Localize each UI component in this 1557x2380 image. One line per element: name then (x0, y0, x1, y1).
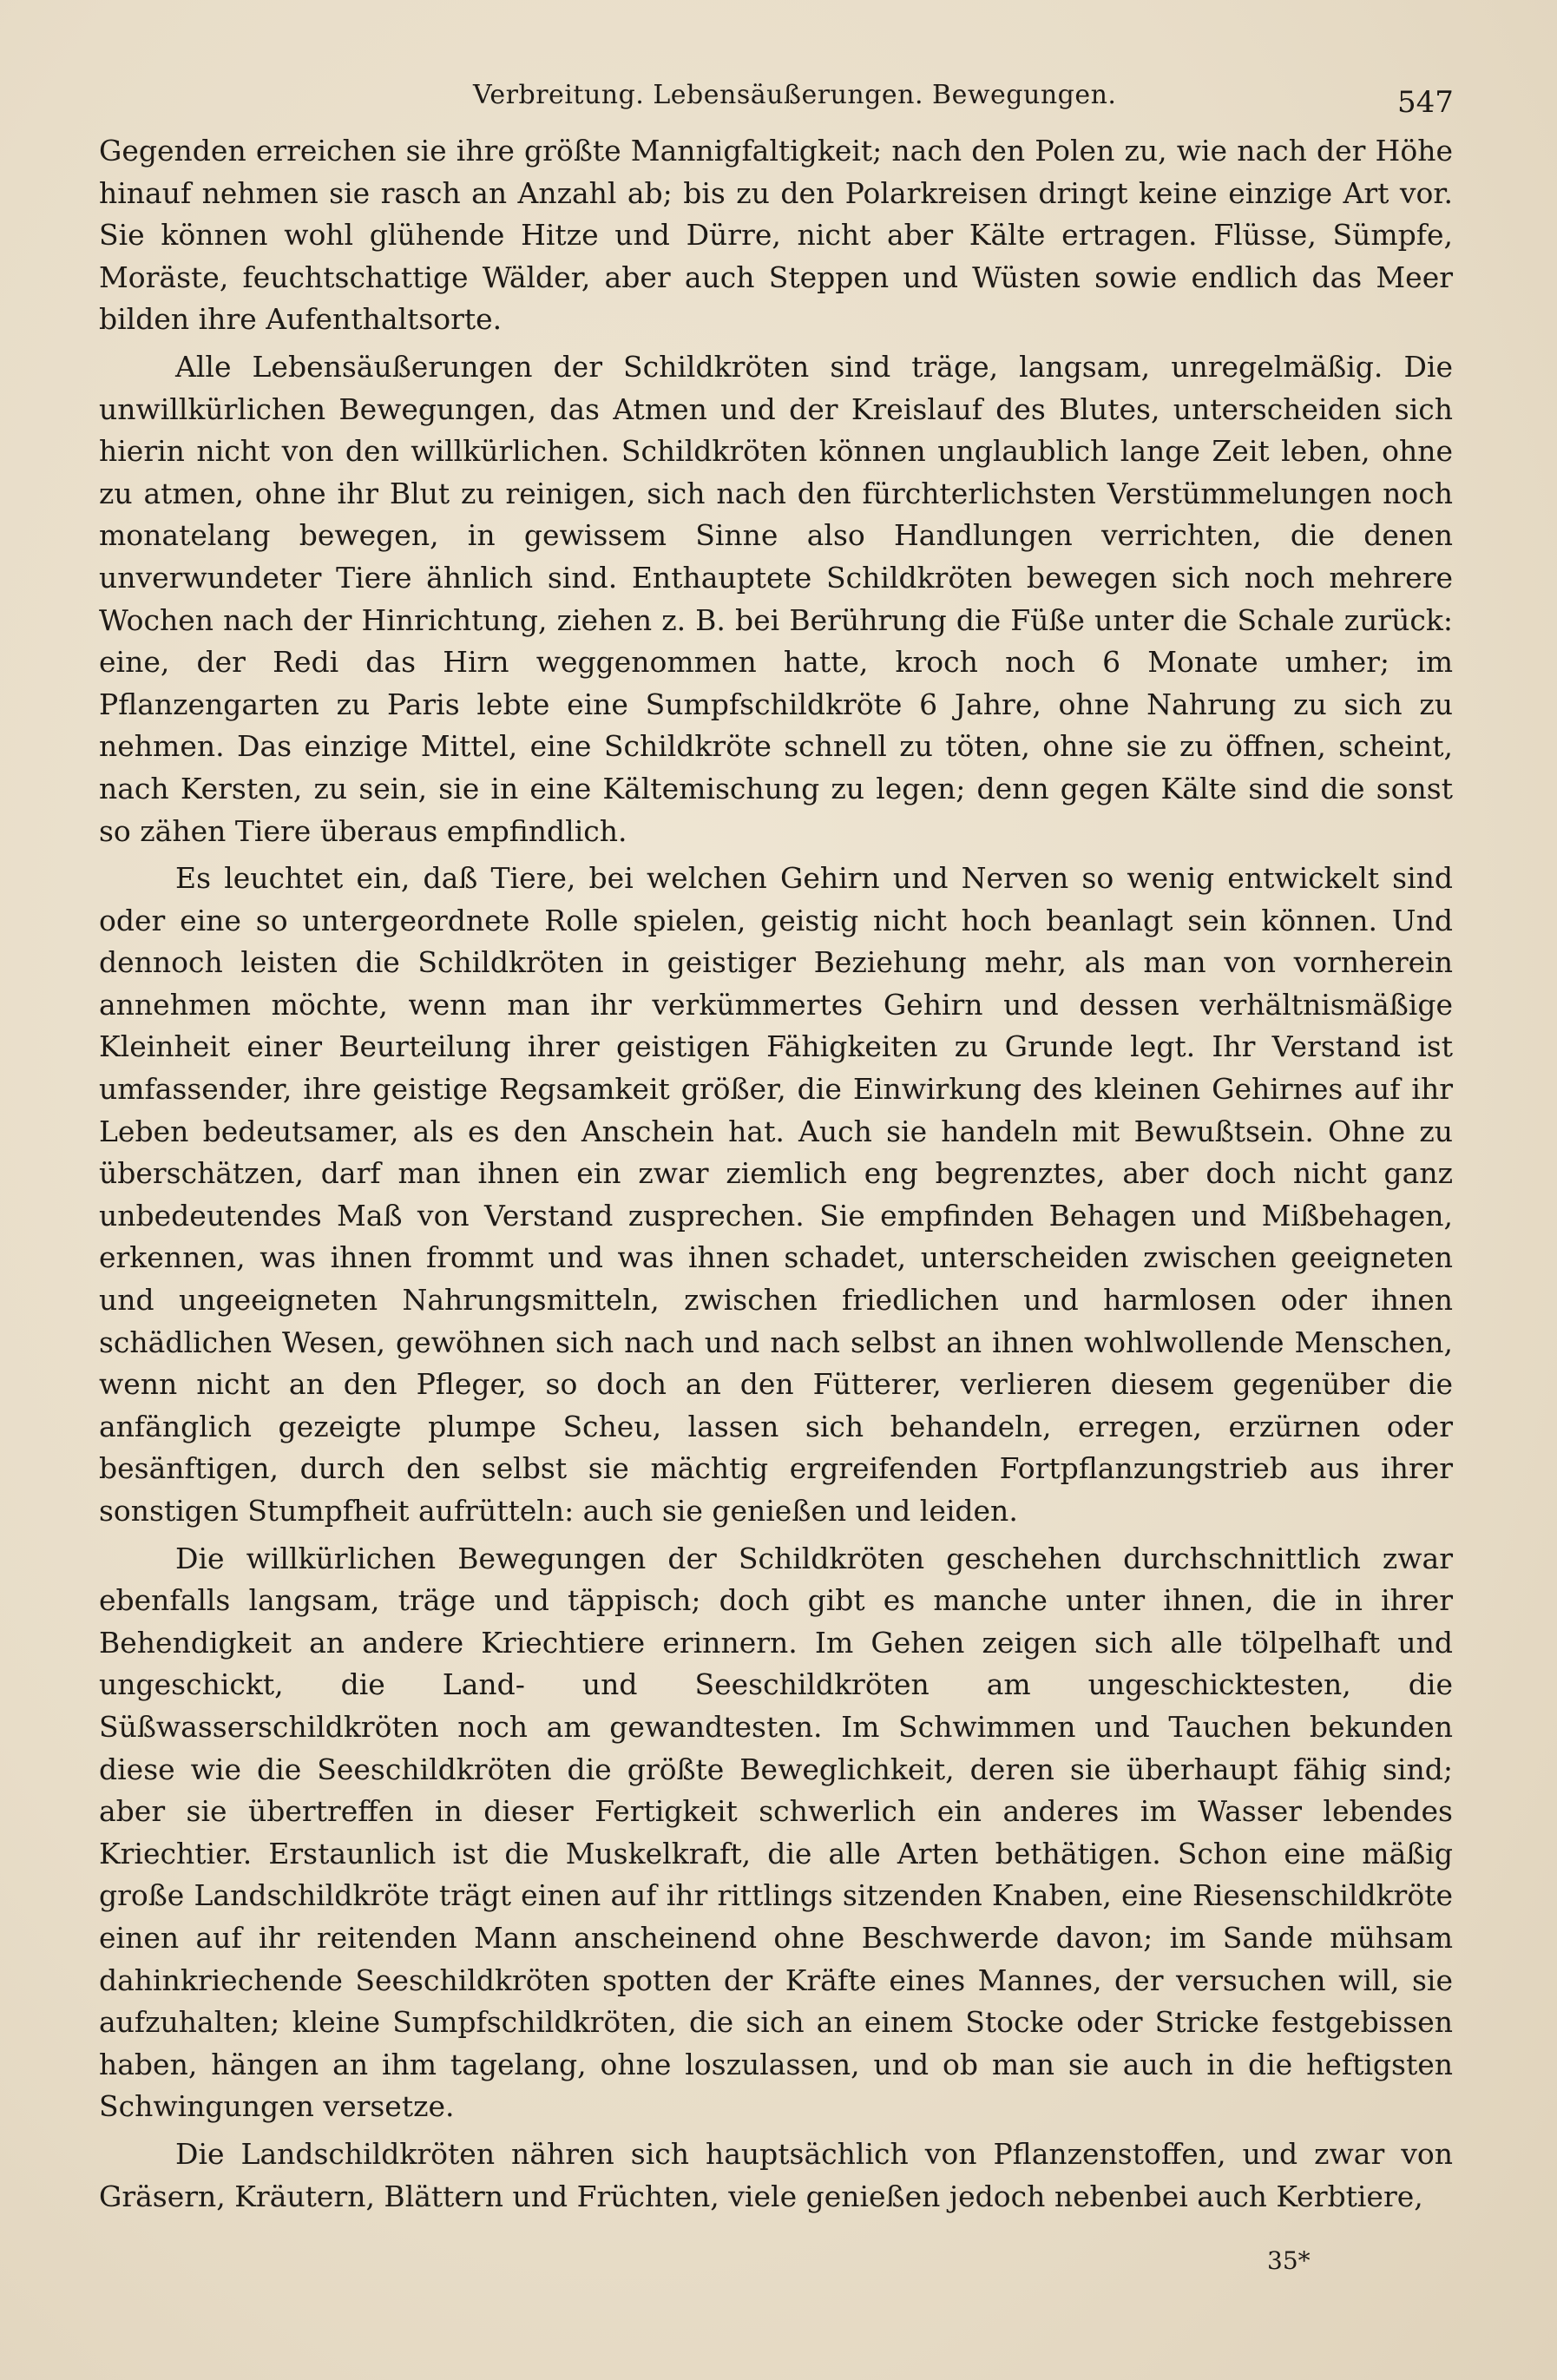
paragraph-1: Gegenden erreichen sie ihre größte Mannigfaltigkeit; nach den Polen zu, wie nach der Höhe hinauf nehmen sie rasch an Anzahl ab; bis zu den Polarkreisen dringt keine einzige Art vor. Sie können wohl glühende Hitze und Dürre, nicht aber Kälte ertragen. Flüsse, Sümpfe, Moräste, feuchtschattige Wälder, aber auch Steppen und Wüsten sowie endlich das Meer bilden ihre Aufenthaltsorte. (99, 134, 1453, 337)
paragraph-3: Es leuchtet ein, daß Tiere, bei welchen Gehirn und Nerven so wenig entwickelt sind oder eine so untergeordnete Rolle spielen, geistig nicht hoch beanlagt sein können. Und dennoch leisten die Schildkröten in geistiger Beziehung mehr, als man von vornherein annehmen möchte, wenn man ihr verkümmertes Gehirn und dessen verhältnismäßige Kleinheit einer Beurteilung ihrer geistigen Fähigkeiten zu Grunde legt. Ihr Verstand ist umfassender, ihre geistige Regsamkeit größer, die Einwirkung des kleinen Gehirnes auf ihr Leben bedeutsamer, als es den Anschein hat. Auch sie handeln mit Bewußtsein. Ohne zu überschätzen, darf man ihnen ein zwar ziemlich eng begrenztes, aber doch nicht ganz unbedeutendes Maß von Verstand zusprechen. Sie empfinden Behagen und Mißbehagen, erkennen, was ihnen frommt und was ihnen schadet, unterscheiden zwischen geeigneten und ungeeigneten Nahrungsmitteln, zwischen friedlichen und harmlosen oder ihnen schädlichen Wesen, gewöhnen sich nach und nach selbst an ihnen wohlwollende Menschen, wenn nicht an den Pfleger, so doch an den Fütterer, verlieren diesem gegenüber die anfänglich gezeigte plumpe Scheu, lassen sich behandeln, erregen, erzürnen oder besänftigen, durch den selbst sie mächtig ergreifenden Fortpflanzungstrieb aus ihrer sonstigen Stumpfheit aufrütteln: auch sie genießen und leiden. (99, 861, 1453, 1528)
body-text (99, 130, 1453, 2223)
page-number: 547 (1397, 85, 1454, 120)
running-head: Verbreitung. Lebensäußerungen. Bewegungen. (473, 80, 1117, 110)
paragraph-5: Die Landschildkröten nähren sich hauptsächlich von Pflanzenstoffen, und zwar von Gräsern, Kräutern, Blättern und Früchten, viele genießen jedoch nebenbei auch Kerbtiere, (99, 2136, 1453, 2213)
paragraph-2: Alle Lebensäußerungen der Schildkröten sind träge, langsam, unregelmäßig. Die unwillkürlichen Bewegungen, das Atmen und der Kreislauf des Blutes, unterscheiden sich hierin nicht von den willkürlichen. Schildkröten können unglaublich lange Zeit leben, ohne zu atmen, ohne ihr Blut zu reinigen, sich nach den fürchterlichsten Verstümmelungen noch monatelang bewegen, in gewissem Sinne also Handlungen verrichten, die denen unverwundeter Tiere ähnlich sind. Enthauptete Schildkröten bewegen sich noch mehrere Wochen nach der Hinrichtung, ziehen z. B. bei Berührung die Füße unter die Schale zurück: eine, der Redi das Hirn weggenommen hatte, kroch noch 6 Monate umher; im Pflanzengarten zu Paris lebte eine Sumpfschildkröte 6 Jahre, ohne Nahrung zu sich zu nehmen. Das einzige Mittel, eine Schildkröte schnell zu töten, ohne sie zu öffnen, scheint, nach Kersten, zu sein, sie in eine Kältemischung zu legen; denn gegen Kälte sind die sonst so zähen Tiere überaus empfindlich. (99, 349, 1453, 848)
paragraph-4: Die willkürlichen Bewegungen der Schildkröten geschehen durchschnittlich zwar ebenfalls langsam, träge und täppisch; doch gibt es manche unter ihnen, die in ihrer Behendigkeit an andere Kriechtiere erinnern. Im Gehen zeigen sich alle tölpelhaft und ungeschickt, die Land- und Seeschildkröten am ungeschicktesten, die Süßwasserschildkröten noch am gewandtesten. Im Schwimmen und Tauchen bekunden diese wie die Seeschildkröten die größte Beweglichkeit, deren sie überhaupt fähig sind; aber sie übertreffen in dieser Fertigkeit schwerlich ein anderes im Wasser lebendes Kriechtier. Erstaunlich ist die Muskelkraft, die alle Arten bethätigen. Schon eine mäßig große Landschildkröte trägt einen auf ihr rittlings sitzenden Knaben, eine Riesenschildkröte einen auf ihr reitenden Mann anscheinend ohne Beschwerde davon; im Sande mühsam dahinkriechende Seeschildkröten spotten der Kräfte eines Mannes, der versuchen will, sie aufzuhalten; kleine Sumpfschildkröten, die sich an einem Stocke oder Stricke festgebissen haben, hängen an ihm tagelang, ohne loszulassen, und ob man sie auch in die heftigsten Schwingungen versetze. (99, 1541, 1453, 2124)
signature-mark: 35* (1267, 2246, 1311, 2275)
